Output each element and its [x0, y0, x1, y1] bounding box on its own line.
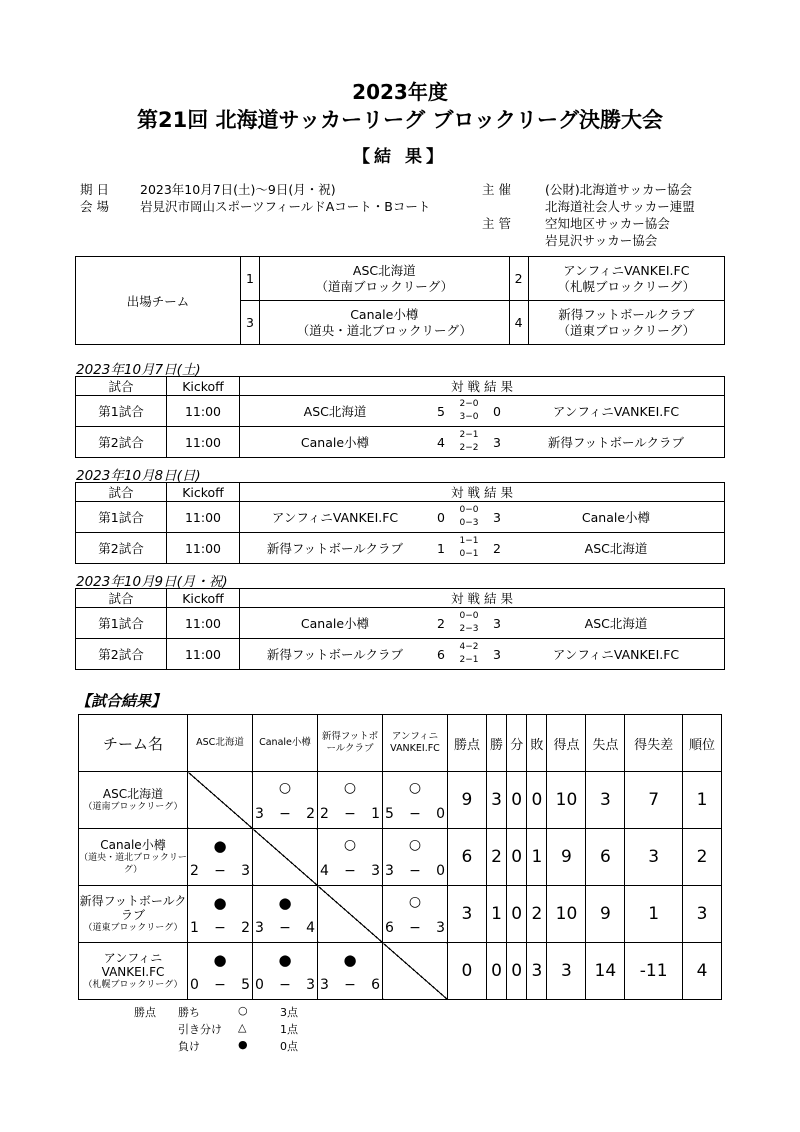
score-dash: − — [214, 863, 226, 879]
score-dash: − — [344, 806, 356, 822]
team-entry — [528, 257, 724, 301]
stat-value: 3 — [547, 943, 586, 1000]
away-score: 0 — [486, 396, 508, 427]
score-against: 3 — [436, 920, 445, 936]
results-heading: 【試合結果】 — [76, 692, 167, 710]
match-result-cell — [383, 829, 448, 886]
away-team: アンフィニVANKEI.FC — [508, 639, 725, 670]
score-for: 3 — [255, 806, 264, 822]
opponent-header: Canale小樽 — [253, 715, 318, 772]
score-for: 3 — [385, 863, 394, 879]
results-subtitle: 【結 果】 — [353, 147, 447, 167]
match-date: 2023年10月9日(月・祝) — [76, 574, 228, 590]
team-block: （道東ブロックリーグ） — [83, 923, 183, 933]
stat-value: 1 — [527, 829, 547, 886]
stat-value: 2 — [682, 829, 721, 886]
second-half: 0−1 — [459, 549, 479, 559]
match-label: 第2試合 — [76, 639, 167, 670]
match-result-cell — [318, 943, 383, 1000]
match-score — [255, 920, 315, 936]
home-score: 1 — [430, 533, 452, 564]
match-row — [76, 427, 725, 458]
match-result-cell — [253, 886, 318, 943]
result-mark: ● — [213, 951, 227, 969]
score-dash: − — [344, 977, 356, 993]
home-score: 5 — [430, 396, 452, 427]
result-mark: ● — [213, 894, 227, 912]
score-dash: − — [409, 863, 421, 879]
second-half: 0−3 — [459, 518, 479, 528]
score-against: 2 — [241, 920, 250, 936]
venue-value: 岩見沢市岡山スポーツフィールドAコート・Bコート — [140, 199, 431, 214]
match-result-cell — [383, 886, 448, 943]
legend-result: 負け — [178, 1040, 200, 1053]
result-mark: ● — [278, 951, 292, 969]
col-result: 対 戦 結 果 — [240, 589, 725, 608]
stat-value: 6 — [586, 829, 625, 886]
match-score — [255, 806, 315, 822]
team-num: 1 — [241, 257, 260, 301]
score-for: 6 — [385, 920, 394, 936]
home-score: 6 — [430, 639, 452, 670]
stat-value: 3 — [682, 886, 721, 943]
organizer-label: 主 管 — [482, 216, 511, 231]
team-name: Canale小樽 — [350, 306, 419, 322]
result-mark: ● — [343, 951, 357, 969]
col-match: 試合 — [76, 377, 167, 396]
score-dash: − — [279, 977, 291, 993]
away-score: 3 — [486, 608, 508, 639]
match-result-cell — [253, 772, 318, 829]
stat-value: -11 — [625, 943, 683, 1000]
legend-points: 3点 — [280, 1006, 298, 1019]
first-half: 4−2 — [459, 642, 479, 652]
standing-row — [79, 886, 722, 943]
score-for: 0 — [255, 977, 264, 993]
host-value-2: 北海道社会人サッカー連盟 — [545, 199, 695, 214]
match-row — [76, 639, 725, 670]
score-for: 5 — [385, 806, 394, 822]
result-mark: ○ — [408, 894, 422, 910]
score-against: 2 — [306, 806, 315, 822]
stat-header: 勝 — [486, 715, 506, 772]
legend-mark: ● — [238, 1038, 248, 1051]
half-scores — [452, 608, 486, 639]
team-block: （道南ブロックリーグ） — [315, 278, 454, 294]
half-scores — [452, 396, 486, 427]
match-result-cell — [318, 772, 383, 829]
match-row — [76, 608, 725, 639]
opponent-header: 新得フットボールクラブ — [318, 715, 383, 772]
match-score — [385, 863, 445, 879]
match-row — [76, 533, 725, 564]
opponent-header: アンフィニVANKEI.FC — [383, 715, 448, 772]
team-name: アンフィニVANKEI.FC — [101, 951, 165, 979]
score-for: 3 — [320, 977, 329, 993]
stat-value: 0 — [507, 943, 527, 1000]
team-name: Canale小樽 — [100, 838, 166, 852]
stat-header: 失点 — [586, 715, 625, 772]
score-against: 3 — [241, 863, 250, 879]
match-result-cell — [318, 829, 383, 886]
period-label: 期 日 — [80, 182, 109, 197]
match-row — [76, 396, 725, 427]
result-mark: ○ — [343, 837, 357, 853]
team-entry — [260, 301, 510, 345]
score-for: 4 — [320, 863, 329, 879]
match-result-cell — [383, 772, 448, 829]
stat-header: 得点 — [547, 715, 586, 772]
match-score — [190, 863, 250, 879]
teams-table — [75, 256, 725, 345]
match-label: 第1試合 — [76, 502, 167, 533]
kickoff-time: 11:00 — [167, 396, 240, 427]
standing-row — [79, 772, 722, 829]
kickoff-time: 11:00 — [167, 639, 240, 670]
kickoff-time: 11:00 — [167, 533, 240, 564]
stat-header: 順位 — [682, 715, 721, 772]
home-team: 新得フットボールクラブ — [240, 639, 431, 670]
self-cell — [318, 886, 383, 943]
match-date: 2023年10月7日(土) — [76, 362, 201, 378]
match-score — [190, 920, 250, 936]
stat-value: 6 — [448, 829, 487, 886]
match-score — [320, 863, 380, 879]
opponent-header: ASC北海道 — [188, 715, 253, 772]
legend-mark: △ — [238, 1021, 247, 1034]
stat-header: 敗 — [527, 715, 547, 772]
stat-value: 0 — [527, 772, 547, 829]
away-score: 3 — [486, 427, 508, 458]
result-mark: ○ — [408, 780, 422, 796]
away-score: 3 — [486, 502, 508, 533]
team-name: 新得フットボールクラブ — [558, 306, 695, 322]
match-label: 第1試合 — [76, 396, 167, 427]
score-against: 4 — [306, 920, 315, 936]
col-match: 試合 — [76, 483, 167, 502]
team-cell — [79, 886, 188, 943]
score-against: 0 — [436, 806, 445, 822]
legend-points: 0点 — [280, 1040, 298, 1053]
match-result-cell — [188, 886, 253, 943]
home-score: 0 — [430, 502, 452, 533]
result-mark: ○ — [278, 780, 292, 796]
away-score: 2 — [486, 533, 508, 564]
team-block: （道央・道北ブロックリーグ） — [79, 853, 187, 875]
stat-value: 9 — [586, 886, 625, 943]
first-half: 0−0 — [459, 505, 479, 515]
second-half: 3−0 — [459, 412, 479, 422]
score-for: 3 — [255, 920, 264, 936]
stat-value: 3 — [527, 943, 547, 1000]
score-dash: − — [214, 920, 226, 936]
stat-header: 分 — [507, 715, 527, 772]
score-against: 3 — [306, 977, 315, 993]
score-for: 0 — [190, 977, 199, 993]
team-name: ASC北海道 — [102, 787, 164, 801]
teams-label: 出場チーム — [76, 257, 241, 345]
kickoff-time: 11:00 — [167, 427, 240, 458]
home-team: アンフィニVANKEI.FC — [240, 502, 431, 533]
legend-label: 勝点 — [134, 1006, 156, 1019]
team-entry — [260, 257, 510, 301]
stat-value: 7 — [625, 772, 683, 829]
score-for: 1 — [190, 920, 199, 936]
score-dash: − — [279, 920, 291, 936]
team-num: 3 — [241, 301, 260, 345]
stat-value: 3 — [586, 772, 625, 829]
away-score: 3 — [486, 639, 508, 670]
half-scores — [452, 427, 486, 458]
stat-value: 14 — [586, 943, 625, 1000]
team-cell — [79, 829, 188, 886]
team-entry — [528, 301, 724, 345]
col-kickoff: Kickoff — [167, 377, 240, 396]
kickoff-time: 11:00 — [167, 608, 240, 639]
first-half: 0−0 — [459, 611, 479, 621]
score-dash: − — [279, 806, 291, 822]
team-name: アンフィニVANKEI.FC — [563, 262, 690, 278]
stat-value: 9 — [448, 772, 487, 829]
team-num: 2 — [509, 257, 528, 301]
half-scores — [452, 639, 486, 670]
score-dash: − — [344, 863, 356, 879]
col-match: 試合 — [76, 589, 167, 608]
self-cell — [253, 829, 318, 886]
stat-value: 0 — [507, 829, 527, 886]
first-half: 2−0 — [459, 399, 479, 409]
home-team: 新得フットボールクラブ — [240, 533, 431, 564]
organizer-value-2: 岩見沢サッカー協会 — [545, 233, 658, 248]
team-name: ASC北海道 — [352, 262, 416, 278]
stat-value: 0 — [507, 886, 527, 943]
match-score — [385, 920, 445, 936]
score-dash: − — [214, 977, 226, 993]
col-kickoff: Kickoff — [167, 483, 240, 502]
first-half: 1−1 — [459, 536, 479, 546]
col-result: 対 戦 結 果 — [240, 377, 725, 396]
legend-result: 引き分け — [178, 1023, 222, 1036]
away-team: Canale小樽 — [508, 502, 725, 533]
score-dash: − — [409, 920, 421, 936]
host-label: 主 催 — [482, 182, 511, 197]
score-against: 6 — [371, 977, 380, 993]
tournament-title: 第21回 北海道サッカーリーグ ブロックリーグ決勝大会 — [136, 108, 663, 132]
away-team: ASC北海道 — [508, 533, 725, 564]
away-team: ASC北海道 — [508, 608, 725, 639]
legend-result: 勝ち — [178, 1006, 200, 1019]
day-table — [75, 482, 725, 564]
stat-value: 2 — [527, 886, 547, 943]
half-scores — [452, 533, 486, 564]
away-team: アンフィニVANKEI.FC — [508, 396, 725, 427]
col-result: 対 戦 結 果 — [240, 483, 725, 502]
stat-value: 3 — [448, 886, 487, 943]
team-name: 新得フットボールクラブ — [79, 894, 187, 922]
stat-value: 1 — [625, 886, 683, 943]
match-result-cell — [188, 943, 253, 1000]
home-team: Canale小樽 — [240, 608, 431, 639]
team-block: （道央・道北ブロックリーグ） — [296, 322, 472, 338]
period-value: 2023年10月7日(土)～9日(月・祝) — [140, 182, 336, 197]
stat-header: 勝点 — [448, 715, 487, 772]
stat-header: 得失差 — [625, 715, 683, 772]
match-score — [385, 806, 445, 822]
self-cell — [383, 943, 448, 1000]
organizer-value: 空知地区サッカー協会 — [545, 216, 670, 231]
score-against: 1 — [371, 806, 380, 822]
score-for: 2 — [190, 863, 199, 879]
results-table — [78, 714, 722, 1000]
score-for: 2 — [320, 806, 329, 822]
kickoff-time: 11:00 — [167, 502, 240, 533]
team-block: （札幌ブロックリーグ） — [83, 980, 183, 990]
stat-value: 3 — [486, 772, 506, 829]
match-result-cell — [253, 943, 318, 1000]
match-score — [255, 977, 315, 993]
self-cell — [188, 772, 253, 829]
team-cell — [79, 943, 188, 1000]
stat-value: 3 — [625, 829, 683, 886]
home-score: 2 — [430, 608, 452, 639]
score-dash: − — [409, 806, 421, 822]
stat-value: 9 — [547, 829, 586, 886]
host-value: (公財)北海道サッカー協会 — [545, 182, 693, 197]
home-team: Canale小樽 — [240, 427, 431, 458]
match-score — [320, 977, 380, 993]
match-label: 第2試合 — [76, 533, 167, 564]
match-score — [190, 977, 250, 993]
team-name-header: チーム名 — [79, 715, 188, 772]
day-table — [75, 376, 725, 458]
match-result-cell — [188, 829, 253, 886]
venue-label: 会 場 — [80, 199, 109, 214]
second-half: 2−1 — [459, 655, 479, 665]
result-mark: ● — [278, 894, 292, 912]
second-half: 2−2 — [459, 443, 479, 453]
standing-row — [79, 943, 722, 1000]
stat-value: 2 — [486, 829, 506, 886]
score-against: 0 — [436, 863, 445, 879]
team-num: 4 — [509, 301, 528, 345]
team-block: （札幌ブロックリーグ） — [557, 278, 696, 294]
year-title: 2023年度 — [352, 80, 448, 104]
team-block: （道南ブロックリーグ） — [83, 802, 183, 812]
match-row — [76, 502, 725, 533]
day-table — [75, 588, 725, 670]
half-scores — [452, 502, 486, 533]
first-half: 2−1 — [459, 430, 479, 440]
away-team: 新得フットボールクラブ — [508, 427, 725, 458]
standing-row — [79, 829, 722, 886]
result-mark: ○ — [408, 837, 422, 853]
match-label: 第2試合 — [76, 427, 167, 458]
team-block: （道東ブロックリーグ） — [557, 322, 696, 338]
col-kickoff: Kickoff — [167, 589, 240, 608]
stat-value: 0 — [507, 772, 527, 829]
stat-value: 1 — [486, 886, 506, 943]
stat-value: 10 — [547, 772, 586, 829]
legend-mark: ○ — [238, 1004, 248, 1017]
stat-value: 4 — [682, 943, 721, 1000]
home-team: ASC北海道 — [240, 396, 431, 427]
stat-value: 1 — [682, 772, 721, 829]
home-score: 4 — [430, 427, 452, 458]
match-score — [320, 806, 380, 822]
legend-points: 1点 — [280, 1023, 298, 1036]
score-against: 5 — [241, 977, 250, 993]
result-mark: ● — [213, 837, 227, 855]
match-label: 第1試合 — [76, 608, 167, 639]
match-date: 2023年10月8日(日) — [76, 468, 201, 484]
stat-value: 0 — [448, 943, 487, 1000]
result-mark: ○ — [343, 780, 357, 796]
stat-value: 0 — [486, 943, 506, 1000]
stat-value: 10 — [547, 886, 586, 943]
score-against: 3 — [371, 863, 380, 879]
team-cell — [79, 772, 188, 829]
second-half: 2−3 — [459, 624, 479, 634]
